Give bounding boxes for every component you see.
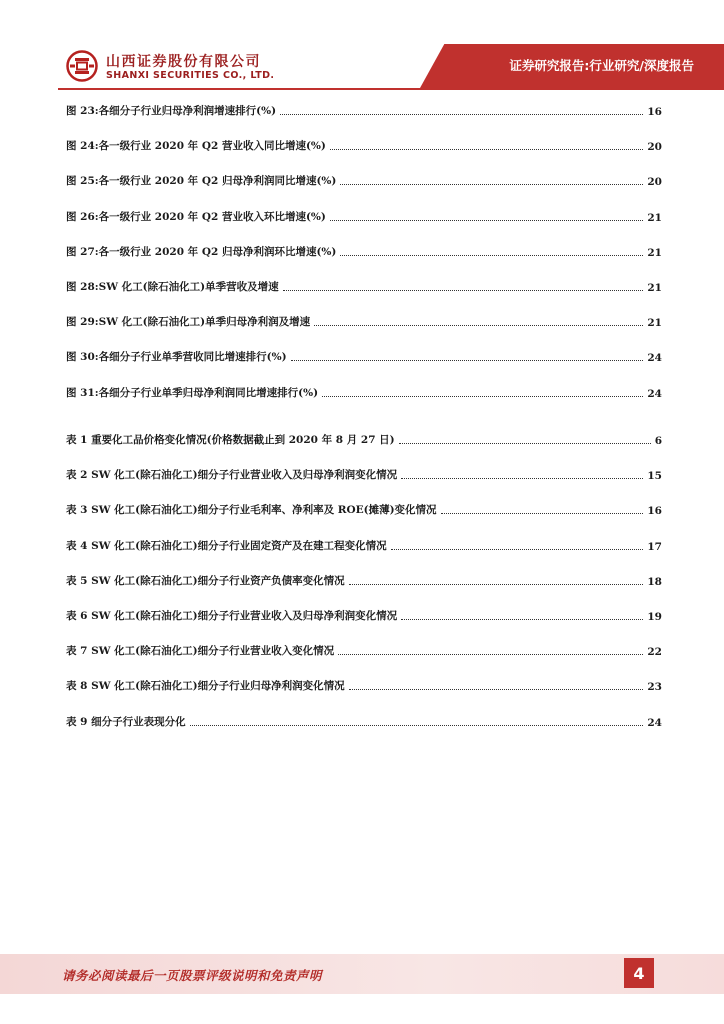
report-type-label: 证券研究报告:行业研究/深度报告 (509, 58, 694, 73)
toc-entry-label: 图 25:各一级行业 2020 年 Q2 归母净利润同比增速(%) (66, 175, 337, 188)
toc-dot-leader (401, 618, 643, 620)
toc-dot-leader (441, 512, 644, 514)
toc-entry-page: 21 (647, 246, 662, 259)
toc-entry-label: 表 6 SW 化工(除石油化工)细分子行业营业收入及归母净利润变化情况 (66, 610, 398, 622)
toc-entry-page: 16 (647, 106, 662, 118)
toc-entry-label: 图 24:各一级行业 2020 年 Q2 营业收入同比增速(%) (66, 140, 326, 153)
toc-entry-label: 表 4 SW 化工(除石油化工)细分子行业固定资产及在建工程变化情况 (66, 539, 387, 552)
toc-figure-entry[interactable] (66, 172, 662, 188)
toc-entry-page: 15 (647, 470, 662, 483)
disclaimer-text: 请务必阅读最后一页股票评级说明和免责声明 (62, 968, 323, 983)
toc-table-entry[interactable] (66, 431, 662, 447)
toc-entry-page: 20 (647, 176, 662, 189)
toc-figure-entry[interactable] (66, 278, 662, 294)
header-divider (58, 88, 724, 90)
toc-entry-label: 图 29:SW 化工(除石油化工)单季归母净利润及增速 (66, 316, 311, 329)
toc-figure-entry[interactable] (66, 348, 662, 364)
toc-entry-page: 17 (647, 540, 662, 553)
toc-figure-entry[interactable] (66, 313, 662, 329)
toc-dot-leader (399, 442, 651, 444)
toc-dot-leader (280, 113, 643, 115)
page-footer (0, 954, 724, 1024)
toc-table-entry[interactable] (66, 572, 662, 588)
toc-entry-label: 表 9 细分子行业表现分化 (66, 715, 186, 728)
toc-entry-page: 20 (647, 141, 662, 154)
toc-dot-leader (330, 148, 644, 150)
toc-dot-leader (401, 477, 643, 479)
toc-dot-leader (322, 395, 643, 397)
toc-entry-page: 22 (647, 646, 662, 659)
toc-entry-page: 21 (647, 211, 662, 224)
toc-entry-label: 图 23:各细分子行业归母净利润增速排行(%) (66, 105, 277, 117)
toc-entry-label: 图 26:各一级行业 2020 年 Q2 营业收入环比增速(%) (66, 210, 326, 223)
toc-entry-label: 表 3 SW 化工(除石油化工)细分子行业毛利率、净利率及 ROE(摊薄)变化情况 (66, 504, 437, 517)
toc-dot-leader (391, 548, 644, 550)
toc-figure-entry[interactable] (66, 102, 662, 118)
toc-entry-page: 19 (647, 611, 662, 623)
page-number: 4 (624, 958, 654, 988)
toc-entry-label: 表 5 SW 化工(除石油化工)细分子行业资产负债率变化情况 (66, 574, 345, 587)
toc-entry-page: 21 (647, 317, 662, 330)
toc-table-entry[interactable] (66, 466, 662, 482)
toc-entry-page: 24 (647, 716, 662, 729)
toc-entry-page: 16 (647, 505, 662, 518)
toc-entry-page: 24 (647, 352, 662, 365)
company-name-en: SHANXI SECURITIES CO., LTD. (106, 70, 275, 81)
toc-dot-leader (349, 583, 644, 585)
toc-table-entry[interactable] (66, 537, 662, 553)
toc-entry-page: 23 (647, 681, 662, 694)
toc-entry-page: 21 (647, 282, 662, 294)
page-header (0, 0, 724, 100)
toc-entry-label: 表 7 SW 化工(除石油化工)细分子行业营业收入变化情况 (66, 645, 335, 658)
toc-dot-leader (314, 324, 643, 326)
toc-table-entry[interactable] (66, 677, 662, 693)
toc-entry-label: 图 28:SW 化工(除石油化工)单季营收及增速 (66, 281, 279, 293)
toc-entry-page: 24 (647, 387, 662, 400)
toc-dot-leader (330, 219, 644, 221)
toc-dot-leader (340, 183, 643, 185)
toc-table-entry[interactable] (66, 713, 662, 729)
toc-dot-leader (349, 688, 644, 690)
toc-dot-leader (291, 359, 644, 361)
toc-dot-leader (283, 289, 644, 291)
toc-table-entry[interactable] (66, 642, 662, 658)
toc-table-entry[interactable] (66, 607, 662, 623)
toc-entry-label: 表 8 SW 化工(除石油化工)细分子行业归母净利润变化情况 (66, 680, 345, 693)
company-name-cn: 山西证券股份有限公司 (106, 54, 261, 70)
toc-table-entry[interactable] (66, 501, 662, 517)
toc-entry-label: 图 31:各细分子行业单季归母净利润同比增速排行(%) (66, 386, 319, 399)
toc-entry-label: 表 2 SW 化工(除石油化工)细分子行业营业收入及归母净利润变化情况 (66, 469, 398, 482)
toc-entry-page: 6 (654, 435, 662, 447)
toc-figure-entry[interactable] (66, 137, 662, 153)
toc-dot-leader (338, 653, 643, 655)
toc-figure-entry[interactable] (66, 243, 662, 259)
toc-entry-label: 图 30:各细分子行业单季营收同比增速排行(%) (66, 351, 287, 364)
toc-figure-entry[interactable] (66, 208, 662, 224)
toc-dot-leader (340, 254, 643, 256)
company-logo-icon (66, 50, 98, 82)
toc-figure-entry[interactable] (66, 384, 662, 400)
toc-entry-page: 18 (647, 575, 662, 588)
toc-entry-label: 表 1 重要化工品价格变化情况(价格数据截止到 2020 年 8 月 27 日) (66, 434, 395, 446)
toc-dot-leader (190, 724, 644, 726)
toc-entry-label: 图 27:各一级行业 2020 年 Q2 归母净利润环比增速(%) (66, 245, 337, 258)
